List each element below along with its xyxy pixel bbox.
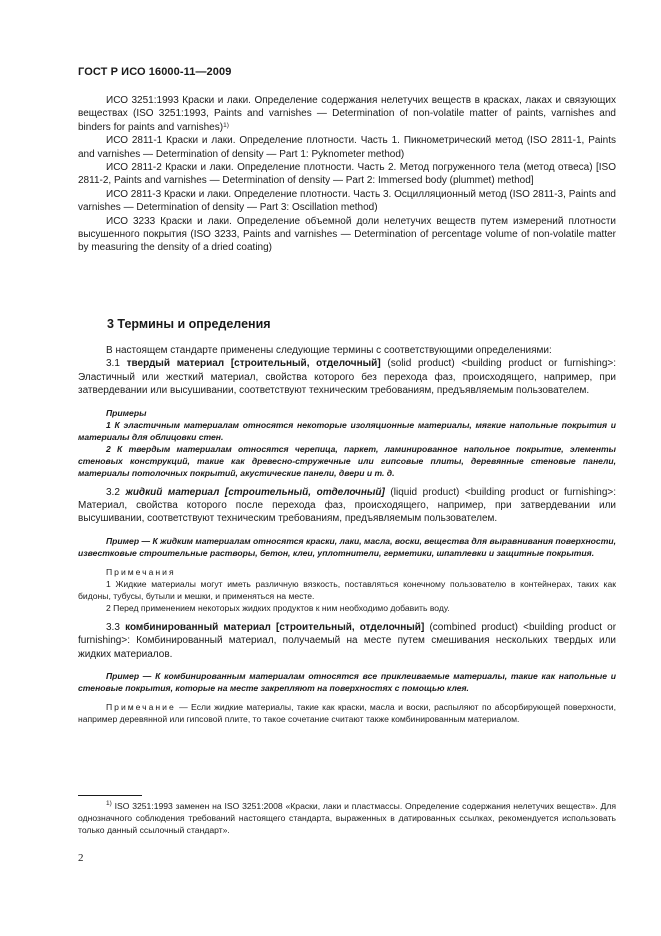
term-3-1 [78,357,616,397]
term-3-2 [78,486,616,526]
example-3-2: Пример — К жидким материалам относятся краски, лаки, масла, воски, вещества для выравнивания поверхности, известковые строительные растворы, бетон, клеи, уплотнители, герметики, шпатлевки и защитные покрытия. [78,535,616,558]
reference-item: ИСО 2811-2 Краски и лаки. Определение плотности. Часть 2. Метод погруженного тела (метод отвеса) [ISO 2811-2, Paints and varnishes — Determination of density — Part 2: Immersed body (plummet) method] [78,162,616,187]
note-2: 2 Перед применением некоторых жидких продуктов к ним необходимо добавить воду. [106,602,450,613]
reference-item: ИСО 2811-1 Краски и лаки. Определение плотности. Часть 1. Пикнометрический метод (ISO 2811-1, Paints and varnishes — Determination of density — Part 1: Pyknometer method) [78,135,616,160]
footnote-divider [78,795,142,796]
terms-intro: В настоящем стандарте применены следующие термины с соответствующими определениями: [106,345,552,356]
term-definition: (solid product) <building product or furnishing>: Эластичный или жесткий материал, свойства которого без перехода фаз, происходящего, например, при затвердевании или высушивании, соответствуют техническим требованиям, предъявляемым пользователем. [78,358,617,397]
note-heading: Примечание [106,702,176,713]
note-3-3 [78,701,616,725]
term-3-3 [78,621,616,661]
section-title: 3 Термины и определения [107,317,271,331]
reference-text: ИСО 3251:1993 Краски и лаки. Определение содержания нелетучих веществ в красках, лаках и связующих веществах (ISO 3251:1993, Paints and varnishes — Determination of non-volatile matter of paints, varnishes and binders for paints and varnishes) [78,95,616,133]
reference-item [78,94,616,134]
footnote-mark: 1) [223,121,229,129]
document-header: ГОСТ Р ИСО 16000-11—2009 [78,66,232,78]
term-name: комбинированный материал [строительный, отделочный] [125,621,425,633]
example-3-3: Пример — К комбинированным материалам относятся все приклеиваемые материалы, такие как напольные и стеновые покрытия, которые на месте закрепляют на поверхностях с помощью клея. [78,671,616,694]
footnote [78,800,616,836]
normative-references [78,94,616,255]
footnote-mark: 1) [106,800,112,807]
reference-item: ИСО 2811-3 Краски и лаки. Определение плотности. Часть 3. Осцилляционный метод (ISO 2811-3, Paints and varnishes — Determination of density — Part 3: Oscillation method) [78,188,616,214]
reference-item: ИСО 3233 Краски и лаки. Определение объемной доли нелетучих веществ путем измерений плотности высушенного покрытия (ISO 3233, Paints and varnishes — Determination of percentage volume of non-volatile matter by measuring the density of a dried coating) [78,215,616,254]
note-1: 1 Жидкие материалы могут иметь различную вязкость, поставляться конечному пользователю в контейнерах, таких как бидоны, тубусы, бутыли и мешки, и применяться на месте. [78,578,616,601]
page-number: 2 [78,852,84,864]
term-definition: (combined product) <building product or furnishing>: Комбинированный материал, получаемый на месте путем смешивания нескольких твердых или жидких материалов. [78,621,617,660]
term-number: 3.3 [106,621,120,633]
example-1: 1 К эластичным материалам относятся некоторые изоляционные материалы, мягкие напольные покрытия и материалы для облицовки стен. [78,419,616,442]
terms-section [78,344,616,725]
notes-heading: Примечания [106,566,176,577]
example-2: 2 К твердым материалам относятся черепица, паркет, ламинированное напольное покрытие, элементы стеновых конструкций, такие как древесно-стружечные или гипсовые плиты, деревянные стеновые панели, материалы потолочных покрытий, акустические панели, двери и т. д. [78,443,616,478]
term-number: 3.1 [106,358,120,370]
term-name: жидкий материал [строительный, отделочный] [125,486,385,498]
note-text: — Если жидкие материалы, такие как краски, масла и воски, распыляют по абсорбирующей поверхности, например деревянной или гипсовой плите, то такое сочетание считают также комбинированным материалом. [78,702,616,725]
examples-heading: Примеры [106,407,147,418]
term-number: 3.2 [106,486,120,498]
term-definition: (liquid product) <building product or furnishing>: Материал, свойства которого после перехода фаз, происходящего, например, при затвердевании или высушивании, соответствуют техническим требованиям, предъявляемым пользователем. [78,486,617,525]
footnote-text: ISO 3251:1993 заменен на ISO 3251:2008 «Краски, лаки и пластмассы. Определение содержания нелетучих веществ». Для однозначного соблюдения требований настоящего стандарта, выраженных в датированных ссылках, рекомендуется использовать только данный ссылочный стандарт». [78,801,616,835]
term-name: твердый материал [строительный, отделочный] [126,358,381,370]
